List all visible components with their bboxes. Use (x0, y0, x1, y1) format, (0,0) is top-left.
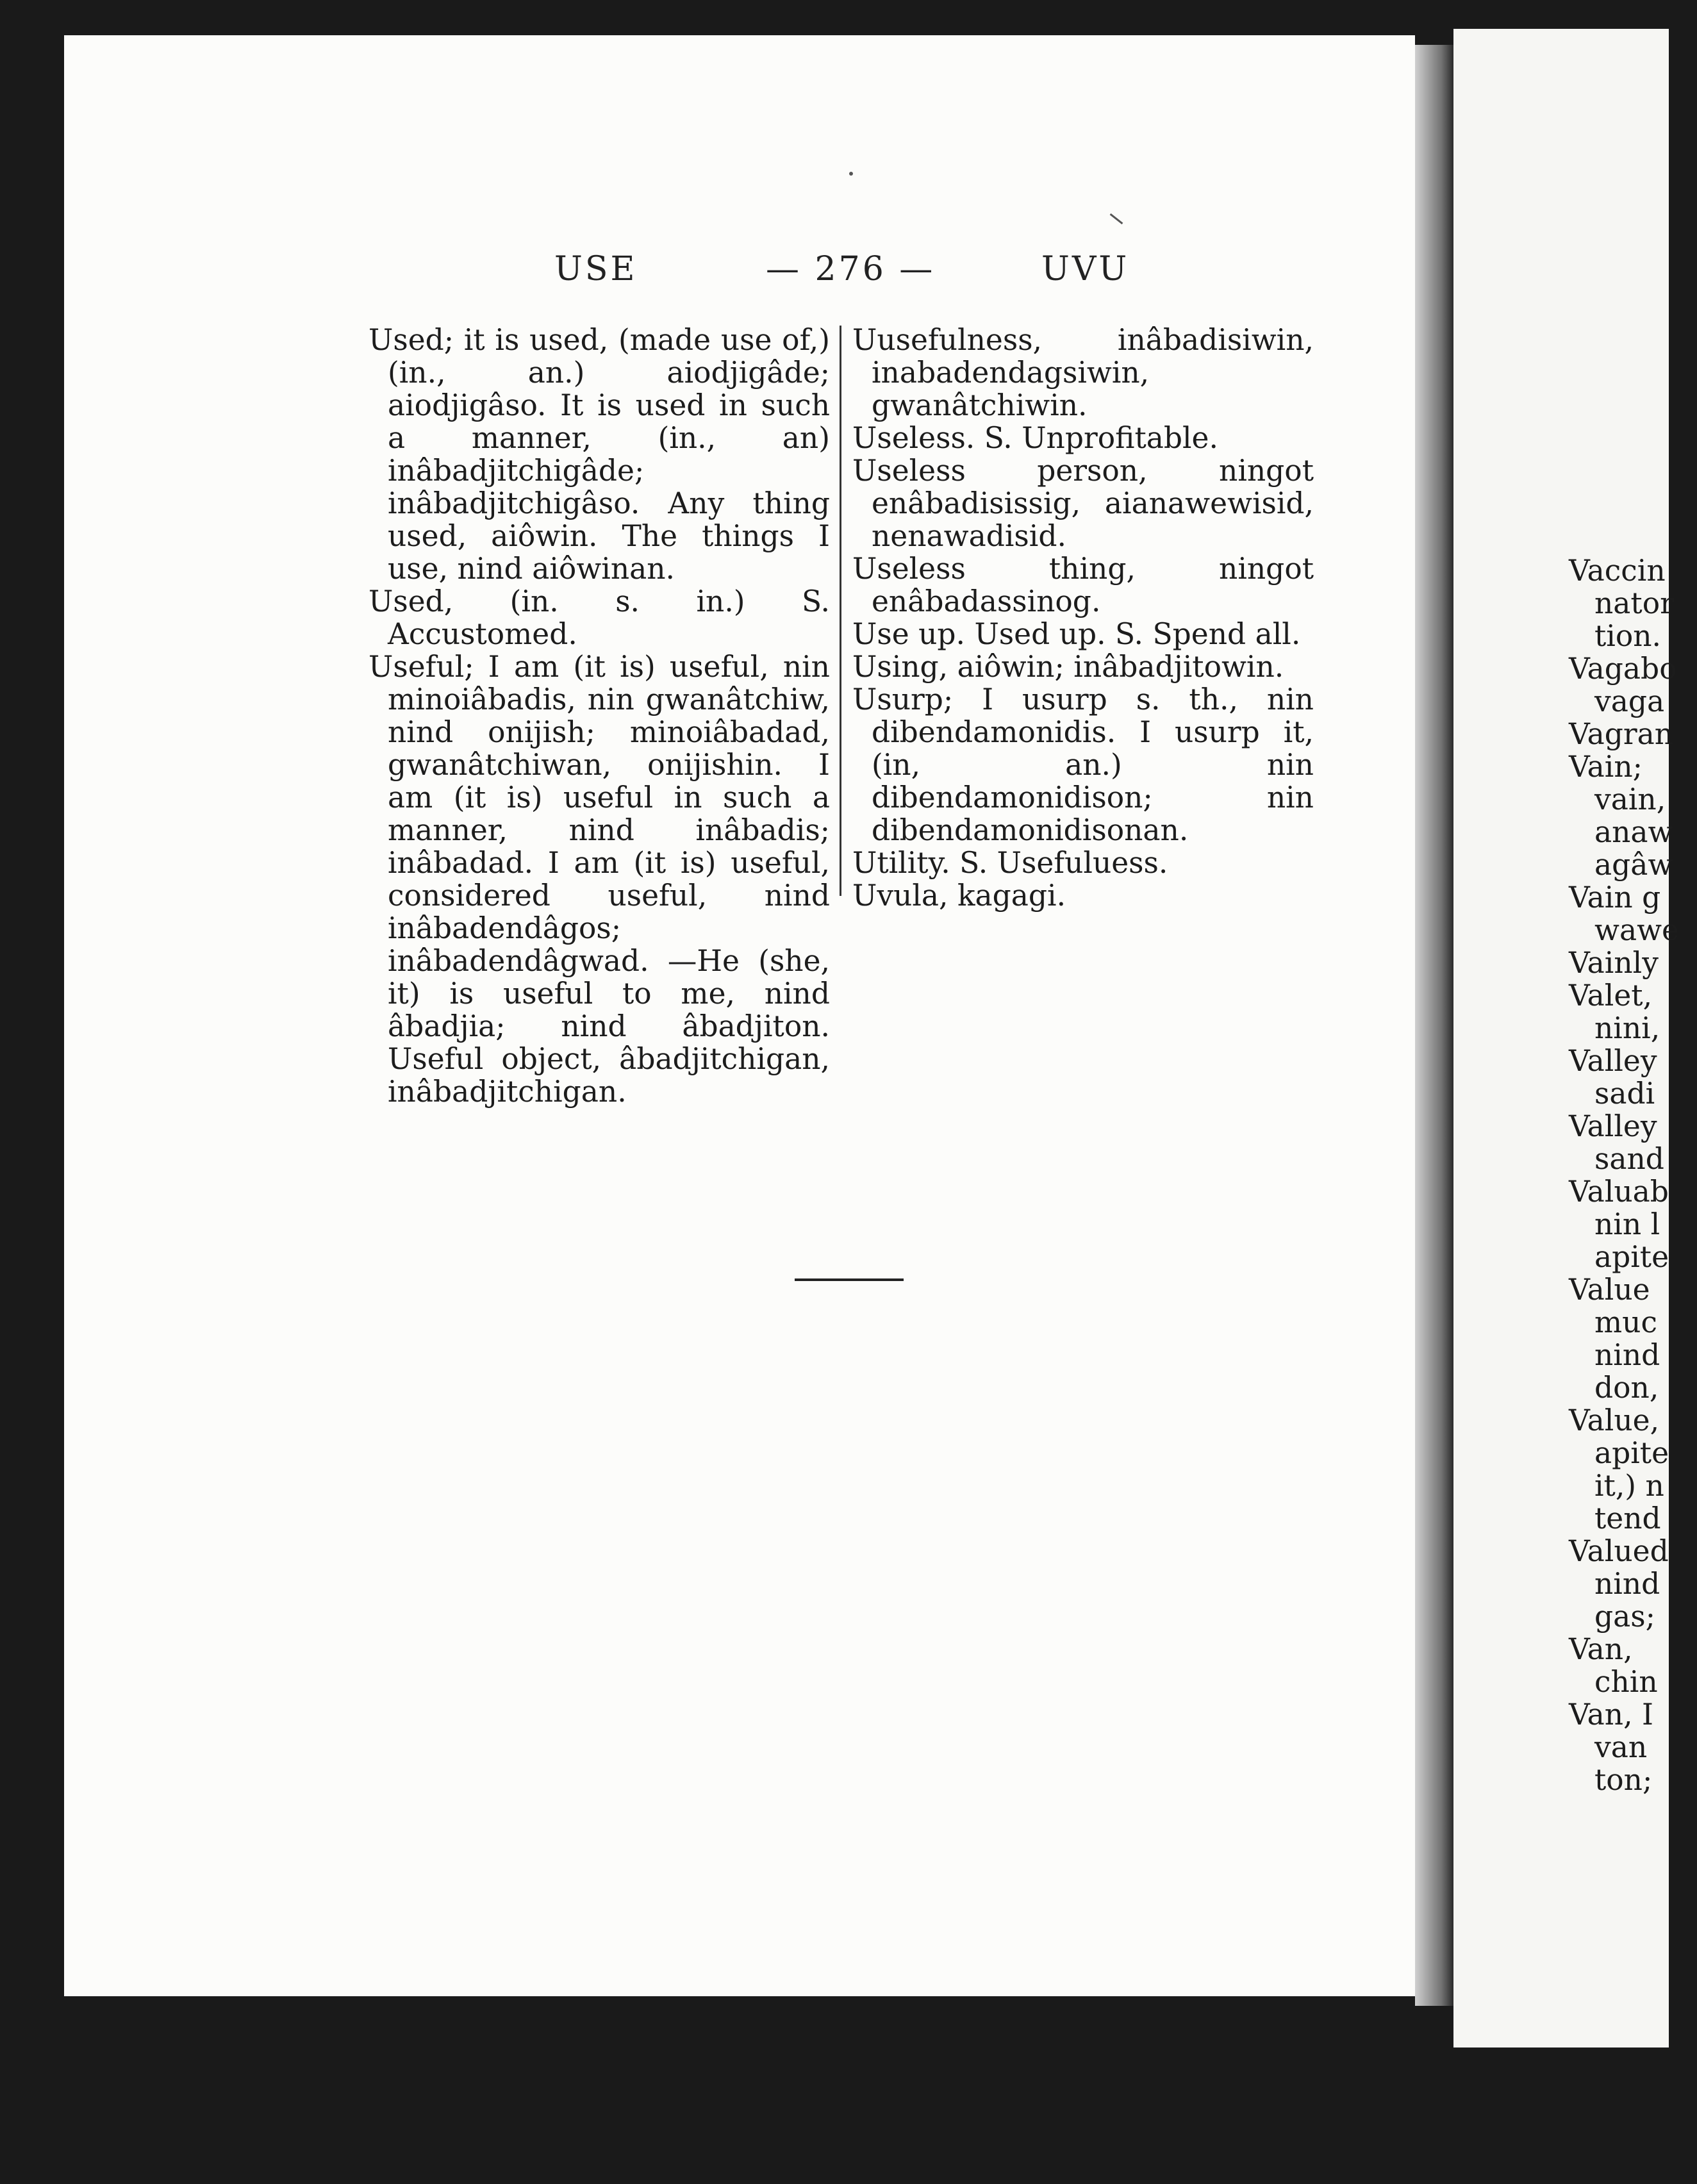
facing-page-line: Vaccin (1569, 554, 1666, 588)
dictionary-entry: Used; it is used, (made use of,) (in., an.) aiodjigâde; aiodjigâso. It is used in such a manner, (in., an) inâbadjitchigâde; inâbadjitchigâso. Any thing used, aiôwin. The things I use, nind aiôwinan. (368, 323, 830, 586)
facing-page-line: vaga (1594, 684, 1665, 718)
facing-page-line: Valet, (1569, 979, 1653, 1013)
section-end-rule (795, 1278, 904, 1281)
dictionary-entry: Use up. Used up. S. Spend all. (852, 617, 1301, 651)
facing-page-line: Value (1569, 1273, 1650, 1307)
dictionary-entry: Used, (in. s. in.) S. Accustomed. (368, 584, 830, 651)
dictionary-entry: Useless thing, ningot enâbadassinog. (852, 552, 1314, 618)
facing-page-line: don, (1594, 1371, 1659, 1405)
facing-page-line: Vain; (1569, 750, 1643, 784)
facing-page-line: Valley (1569, 1109, 1657, 1143)
book-gutter (1415, 45, 1453, 2006)
facing-page-line: sand (1594, 1142, 1664, 1176)
facing-page-line: Vainly (1569, 946, 1659, 980)
facing-page-line: gas; (1594, 1600, 1655, 1634)
facing-page-column (1569, 554, 1697, 1796)
facing-page-line: sadi (1594, 1077, 1655, 1111)
facing-page-line: tion. (1594, 619, 1661, 653)
facing-page (1453, 29, 1679, 2048)
facing-page-line: tend (1594, 1502, 1661, 1535)
print-speck (849, 172, 853, 176)
facing-page-line: Valued (1569, 1534, 1669, 1568)
facing-page-line: chin (1594, 1665, 1658, 1699)
facing-page-line: wawe (1594, 913, 1679, 947)
facing-page-line: anaw (1594, 815, 1673, 849)
dictionary-entry: Utility. S. Usefuluess. (852, 846, 1168, 880)
dictionary-entry: Usurp; I usurp s. th., nin dibendamonidis. I usurp it, (in, an.) nin dibendamonidison; nin dibendamonidisonan. (852, 682, 1314, 847)
facing-page-line: it,) n (1594, 1469, 1664, 1503)
dictionary-entry: Uvula, kagagi. (852, 879, 1066, 913)
facing-page-line: Value, (1569, 1403, 1660, 1437)
right-column (852, 324, 1314, 912)
left-guide-word: USE (554, 250, 638, 288)
page-number: — 276 — (766, 250, 936, 288)
facing-page-line: nini, (1594, 1011, 1660, 1045)
facing-page-line: nind (1594, 1567, 1660, 1601)
dictionary-entry: Useless person, ningot enâbadisissig, aianawewisid, nenawadisid. (852, 454, 1314, 553)
facing-page-line: muc (1594, 1305, 1657, 1339)
left-column (368, 324, 830, 1108)
facing-page-line: Valuab (1569, 1175, 1669, 1209)
facing-page-line: apite (1594, 1240, 1669, 1274)
facing-page-line: Van, (1569, 1632, 1633, 1666)
facing-page-line: ton; (1594, 1763, 1653, 1797)
facing-page-line: Vain g (1569, 881, 1661, 914)
dictionary-entry: Uusefulness, inâbadisiwin, inabadendagsiwin, gwanâtchiwin. (852, 323, 1314, 422)
facing-page-line: Vagabo (1569, 652, 1677, 686)
facing-page-line: nator (1594, 586, 1674, 620)
dictionary-entry: Using, aiôwin; inâbadjitowin. (852, 650, 1284, 684)
facing-page-line: van (1594, 1730, 1648, 1764)
facing-page-line: apite (1594, 1436, 1669, 1470)
facing-page-line: agâw (1594, 848, 1673, 882)
column-divider (840, 326, 841, 896)
facing-page-line: nin l (1594, 1207, 1660, 1241)
running-head (0, 250, 1415, 295)
right-guide-word: UVU (1041, 250, 1130, 288)
dictionary-entry: Useless. S. Unprofitable. (852, 421, 1218, 455)
facing-page-line: nind (1594, 1338, 1660, 1372)
facing-page-line: Vagran (1569, 717, 1674, 751)
facing-page-line: Van, I (1569, 1698, 1654, 1732)
dictionary-entry: Useful; I am (it is) useful, nin minoiâbadis, nin gwanâtchiw, nind onijish; minoiâbadad, gwanâtchiwan, onijishin. I am (it is) useful in such a manner, nind inâbadis; inâbadad. I am (it is) useful, considered useful, nind inâbadendâgos; inâbadendâgwad. —He (she, it) is useful to me, nind âbadjia; nind âbadjiton. Useful object, âbadjitchigan, inâbadjitchigan. (368, 650, 830, 1109)
facing-page-line: Valley (1569, 1044, 1657, 1078)
facing-page-line: vain, (1594, 782, 1666, 816)
